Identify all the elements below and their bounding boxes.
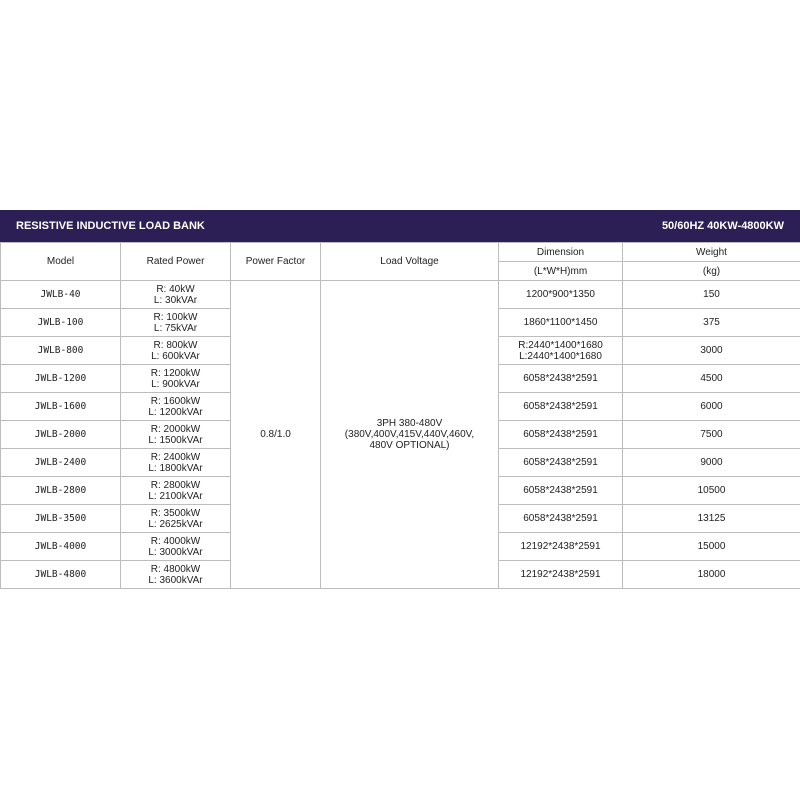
dimension-cell bbox=[499, 309, 623, 337]
rated-power-resistive: R: 100kW bbox=[153, 311, 198, 323]
rated-power-inductive: L: 3600kVAr bbox=[148, 574, 203, 586]
model-cell: JWLB-100 bbox=[1, 309, 121, 337]
weight-cell: 7500 bbox=[623, 421, 800, 449]
rated-power-inductive: L: 900kVAr bbox=[151, 378, 200, 390]
table-row bbox=[1, 281, 800, 309]
header-weight: Weight bbox=[623, 243, 800, 262]
rated-power-cell bbox=[121, 449, 231, 477]
weight-cell: 6000 bbox=[623, 393, 800, 421]
rated-power-inductive: L: 1800kVAr bbox=[148, 462, 203, 474]
dimension-cell bbox=[499, 421, 623, 449]
model-cell: JWLB-800 bbox=[1, 337, 121, 365]
load-voltage-line: 480V OPTIONAL) bbox=[369, 440, 450, 451]
weight-cell: 9000 bbox=[623, 449, 800, 477]
header-model: Model bbox=[1, 243, 121, 281]
rated-power-cell bbox=[121, 477, 231, 505]
model-cell: JWLB-1600 bbox=[1, 393, 121, 421]
header-dimension-unit: (L*W*H)mm bbox=[499, 262, 623, 281]
model-cell: JWLB-4800 bbox=[1, 561, 121, 589]
rated-power-inductive: L: 2100kVAr bbox=[148, 490, 203, 502]
rated-power-inductive: L: 3000kVAr bbox=[148, 546, 203, 558]
dimension-line: R:2440*1400*1680 bbox=[518, 339, 603, 351]
weight-cell: 3000 bbox=[623, 337, 800, 365]
rated-power-resistive: R: 1200kW bbox=[150, 367, 201, 379]
rated-power-resistive: R: 3500kW bbox=[150, 507, 201, 519]
header-dimension: Dimension bbox=[499, 243, 623, 262]
dimension-line: 1200*900*1350 bbox=[526, 289, 595, 300]
power-factor-cell: 0.8/1.0 bbox=[231, 281, 321, 589]
banner-title: RESISTIVE INDUCTIVE LOAD BANK bbox=[16, 220, 205, 232]
rated-power-inductive: L: 2625kVAr bbox=[148, 518, 203, 530]
rated-power-resistive: R: 2800kW bbox=[150, 479, 201, 491]
dimension-line: L:2440*1400*1680 bbox=[519, 350, 602, 362]
model-cell: JWLB-2800 bbox=[1, 477, 121, 505]
dimension-cell bbox=[499, 337, 623, 365]
rated-power-cell bbox=[121, 337, 231, 365]
rated-power-inductive: L: 1200kVAr bbox=[148, 406, 203, 418]
rated-power-inductive: L: 30kVAr bbox=[153, 294, 198, 306]
rated-power-resistive: R: 40kW bbox=[156, 283, 195, 295]
dimension-cell bbox=[499, 533, 623, 561]
weight-cell: 375 bbox=[623, 309, 800, 337]
dimension-cell bbox=[499, 365, 623, 393]
rated-power-cell bbox=[121, 281, 231, 309]
header-weight-unit: (kg) bbox=[623, 262, 800, 281]
spec-table bbox=[0, 242, 800, 589]
rated-power-inductive: L: 1500kVAr bbox=[148, 434, 203, 446]
header-load-voltage: Load Voltage bbox=[321, 243, 499, 281]
header-rated-power: Rated Power bbox=[121, 243, 231, 281]
rated-power-cell bbox=[121, 561, 231, 589]
load-voltage-cell bbox=[321, 281, 499, 589]
model-cell: JWLB-1200 bbox=[1, 365, 121, 393]
dimension-line: 6058*2438*2591 bbox=[523, 485, 598, 496]
rated-power-inductive: L: 75kVAr bbox=[153, 322, 198, 334]
rated-power-resistive: R: 2000kW bbox=[150, 423, 201, 435]
dimension-cell bbox=[499, 281, 623, 309]
dimension-cell bbox=[499, 561, 623, 589]
weight-cell: 15000 bbox=[623, 533, 800, 561]
dimension-line: 6058*2438*2591 bbox=[523, 373, 598, 384]
rated-power-resistive: R: 4000kW bbox=[150, 535, 201, 547]
dimension-line: 6058*2438*2591 bbox=[523, 457, 598, 468]
rated-power-cell bbox=[121, 309, 231, 337]
dimension-cell bbox=[499, 505, 623, 533]
weight-cell: 10500 bbox=[623, 477, 800, 505]
rated-power-cell bbox=[121, 505, 231, 533]
rated-power-resistive: R: 4800kW bbox=[150, 563, 201, 575]
rated-power-inductive: L: 600kVAr bbox=[151, 350, 200, 362]
model-cell: JWLB-40 bbox=[1, 281, 121, 309]
model-cell: JWLB-4000 bbox=[1, 533, 121, 561]
model-cell: JWLB-2400 bbox=[1, 449, 121, 477]
dimension-cell bbox=[499, 393, 623, 421]
rated-power-cell bbox=[121, 421, 231, 449]
weight-cell: 18000 bbox=[623, 561, 800, 589]
rated-power-resistive: R: 800kW bbox=[153, 339, 198, 351]
rated-power-resistive: R: 2400kW bbox=[150, 451, 201, 463]
rated-power-resistive: R: 1600kW bbox=[150, 395, 201, 407]
dimension-cell bbox=[499, 449, 623, 477]
header-power-factor: Power Factor bbox=[231, 243, 321, 281]
dimension-line: 12192*2438*2591 bbox=[520, 569, 601, 580]
dimension-line: 6058*2438*2591 bbox=[523, 513, 598, 524]
weight-cell: 150 bbox=[623, 281, 800, 309]
model-cell: JWLB-2000 bbox=[1, 421, 121, 449]
dimension-line: 12192*2438*2591 bbox=[520, 541, 601, 552]
dimension-line: 1860*1100*1450 bbox=[523, 317, 598, 328]
model-cell: JWLB-3500 bbox=[1, 505, 121, 533]
load-voltage-line: (380V,400V,415V,440V,460V, bbox=[344, 429, 475, 440]
rated-power-cell bbox=[121, 533, 231, 561]
banner-spec: 50/60HZ 40KW-4800KW bbox=[661, 220, 784, 232]
dimension-line: 6058*2438*2591 bbox=[523, 429, 598, 440]
weight-cell: 4500 bbox=[623, 365, 800, 393]
table-banner bbox=[0, 210, 800, 242]
dimension-line: 6058*2438*2591 bbox=[523, 401, 598, 412]
rated-power-cell bbox=[121, 365, 231, 393]
rated-power-cell bbox=[121, 393, 231, 421]
load-voltage-line: 3PH 380-480V bbox=[376, 418, 443, 429]
weight-cell: 13125 bbox=[623, 505, 800, 533]
dimension-cell bbox=[499, 477, 623, 505]
